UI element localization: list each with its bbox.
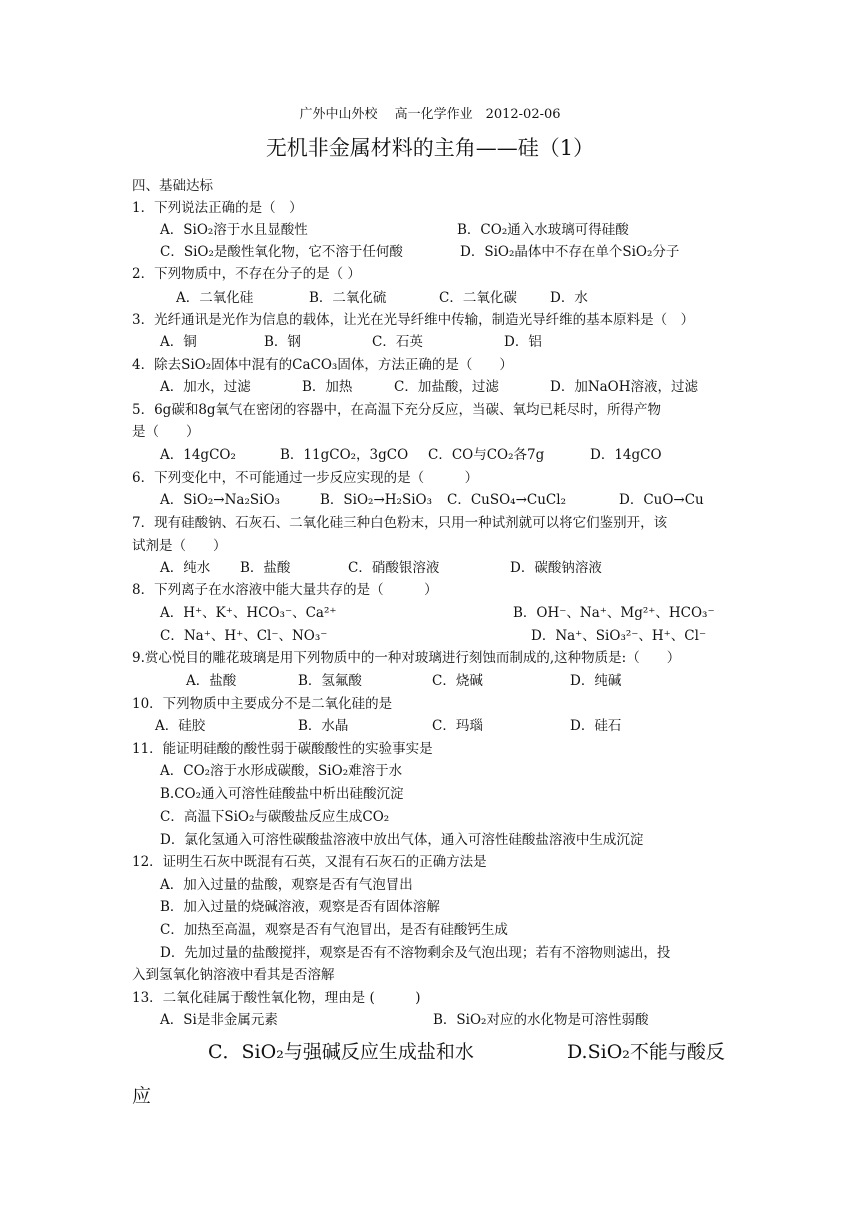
q8-option-d: D．Na⁺、SiO₃²⁻、H⁺、Cl⁻ <box>531 628 707 644</box>
q8-option-b: B．OH⁻、Na⁺、Mg²⁺、HCO₃⁻ <box>513 605 715 621</box>
q3-option-d: D．铝 <box>504 334 542 350</box>
q6-option-b: B．SiO₂→H₂SiO₃ <box>320 492 433 508</box>
q4-option-d: D．加NaOH溶液，过滤 <box>550 379 699 395</box>
q2-option-b: B．二氧化硫 <box>309 290 387 306</box>
q12-option-d-line2: 入到氢氧化钠溶液中看其是否溶解 <box>132 967 335 983</box>
document-title: 无机非金属材料的主角——硅（1） <box>265 136 595 160</box>
q1-option-c: C．SiO₂是酸性氧化物，它不溶于任何酸 <box>160 244 403 260</box>
q8-option-c: C．Na⁺、H⁺、Cl⁻、NO₃⁻ <box>160 628 328 644</box>
q6-option-d: D．CuO→Cu <box>619 492 704 508</box>
q13-option-a: A．Si是非金属元素 <box>160 1012 278 1028</box>
q13-option-c: C．SiO₂与强碱反应生成盐和水 <box>208 1041 474 1063</box>
q1-option-d: D．SiO₂晶体中不存在单个SiO₂分子 <box>460 244 680 260</box>
q2-option-c: C．二氧化碳 <box>439 290 517 306</box>
section-heading: 四、基础达标 <box>132 178 213 194</box>
q4-option-a: A．加水，过滤 <box>160 379 251 395</box>
q10-option-c: C．玛瑙 <box>432 718 483 734</box>
q5-stem-line1: 5．6g碳和8g氧气在密闭的容器中，在高温下充分反应，当碳、氧均已耗尽时，所得产物 <box>132 402 662 418</box>
q4-option-c: C．加盐酸，过滤 <box>394 379 499 395</box>
q6-option-c: C．CuSO₄→CuCl₂ <box>447 492 566 508</box>
q9-stem: 9.赏心悦目的雕花玻璃是用下列物质中的一种对玻璃进行刻蚀而制成的,这种物质是:（ ） <box>132 650 681 666</box>
q5-option-d: D．14gCO <box>590 447 662 463</box>
q8-stem: 8．下列离子在水溶液中能大量共存的是（ ） <box>132 582 438 598</box>
q1-option-a: A．SiO₂溶于水且显酸性 <box>160 222 308 238</box>
q7-option-a: A．纯水 <box>160 560 211 576</box>
q9-option-c: C．烧碱 <box>432 673 483 689</box>
q3-stem: 3．光纤通讯是光作为信息的载体，让光在光导纤维中传输，制造光导纤维的基本原料是（ ） <box>132 312 695 328</box>
q9-option-d: D．纯碱 <box>570 673 622 689</box>
q10-option-b: B．水晶 <box>298 718 349 734</box>
q4-option-b: B．加热 <box>302 379 353 395</box>
q10-stem: 10．下列物质中主要成分不是二氧化硅的是 <box>132 696 393 712</box>
q9-option-b: B．氢氟酸 <box>298 673 362 689</box>
q12-option-a: A．加入过量的盐酸，观察是否有气泡冒出 <box>160 877 413 893</box>
q3-option-b: B．钢 <box>264 334 301 350</box>
q8-option-a: A．H⁺、K⁺、HCO₃⁻、Ca²⁺ <box>160 605 337 621</box>
q10-option-d: D．硅石 <box>570 718 622 734</box>
q5-option-a: A．14gCO₂ <box>160 447 236 463</box>
q11-option-d: D．氯化氢通入可溶性碳酸盐溶液中放出气体，通入可溶性硅酸盐溶液中生成沉淀 <box>160 832 644 848</box>
q7-option-d: D．碳酸钠溶液 <box>510 560 602 576</box>
q5-option-b: B．11gCO₂，3gCO <box>280 447 409 463</box>
q2-option-d: D．水 <box>550 290 588 306</box>
q12-option-c: C．加热至高温，观察是否有气泡冒出，是否有硅酸钙生成 <box>160 922 508 938</box>
q12-stem: 12．证明生石灰中既混有石英，又混有石灰石的正确方法是 <box>132 854 487 870</box>
q13-stem: 13．二氧化硅属于酸性氧化物，理由是 ( ) <box>132 990 421 1006</box>
q11-option-c: C．高温下SiO₂与碳酸盐反应生成CO₂ <box>160 809 390 825</box>
q12-option-d-line1: D．先加过量的盐酸搅拌，观察是否有不溶物剩余及气泡出现；若有不溶物则滤出，投 <box>160 945 671 961</box>
q13-option-d: D.SiO₂不能与酸反 <box>567 1041 725 1063</box>
q3-option-c: C．石英 <box>372 334 423 350</box>
q11-stem: 11．能证明硅酸的酸性弱于碳酸酸性的实验事实是 <box>132 741 433 757</box>
q4-stem: 4．除去SiO₂固体中混有的CaCO₃固体，方法正确的是（ ） <box>132 357 513 373</box>
q1-stem: 1．下列说法正确的是（ ） <box>132 200 303 216</box>
q11-option-a: A．CO₂溶于水形成碳酸，SiO₂难溶于水 <box>160 763 403 779</box>
q2-stem: 2．下列物质中，不存在分子的是（ ） <box>132 266 361 282</box>
q11-option-b: B.CO₂通入可溶性硅酸盐中析出硅酸沉淀 <box>160 786 404 802</box>
q3-option-a: A．铜 <box>160 334 197 350</box>
q7-stem-line1: 7．现有硅酸钠、石灰石、二氧化硅三种白色粉末，只用一种试剂就可以将它们鉴别开，该 <box>132 515 668 531</box>
q7-option-b: B．盐酸 <box>240 560 291 576</box>
q1-option-b: B．CO₂通入水玻璃可得硅酸 <box>457 222 629 238</box>
q7-stem-line2: 试剂是（ ） <box>132 538 227 554</box>
q13-option-b: B．SiO₂对应的水化物是可溶性弱酸 <box>433 1012 649 1028</box>
q10-option-a: A．硅胶 <box>155 718 206 734</box>
q7-option-c: C．硝酸银溶液 <box>348 560 440 576</box>
q5-stem-line2: 是（ ） <box>132 424 200 440</box>
q12-option-b: B．加入过量的烧碱溶液，观察是否有固体溶解 <box>160 899 440 915</box>
q2-option-a: A．二氧化硅 <box>176 290 254 306</box>
q13-option-d-continuation: 应 <box>132 1085 152 1107</box>
q9-option-a: A．盐酸 <box>186 673 237 689</box>
q5-option-c: C．CO与CO₂各7g <box>428 447 545 463</box>
q6-option-a: A．SiO₂→Na₂SiO₃ <box>160 492 280 508</box>
document-header: 广外中山外校 高一化学作业 2012-02-06 <box>299 107 561 122</box>
q6-stem: 6．下列变化中，不可能通过一步反应实现的是（ ） <box>132 470 479 486</box>
